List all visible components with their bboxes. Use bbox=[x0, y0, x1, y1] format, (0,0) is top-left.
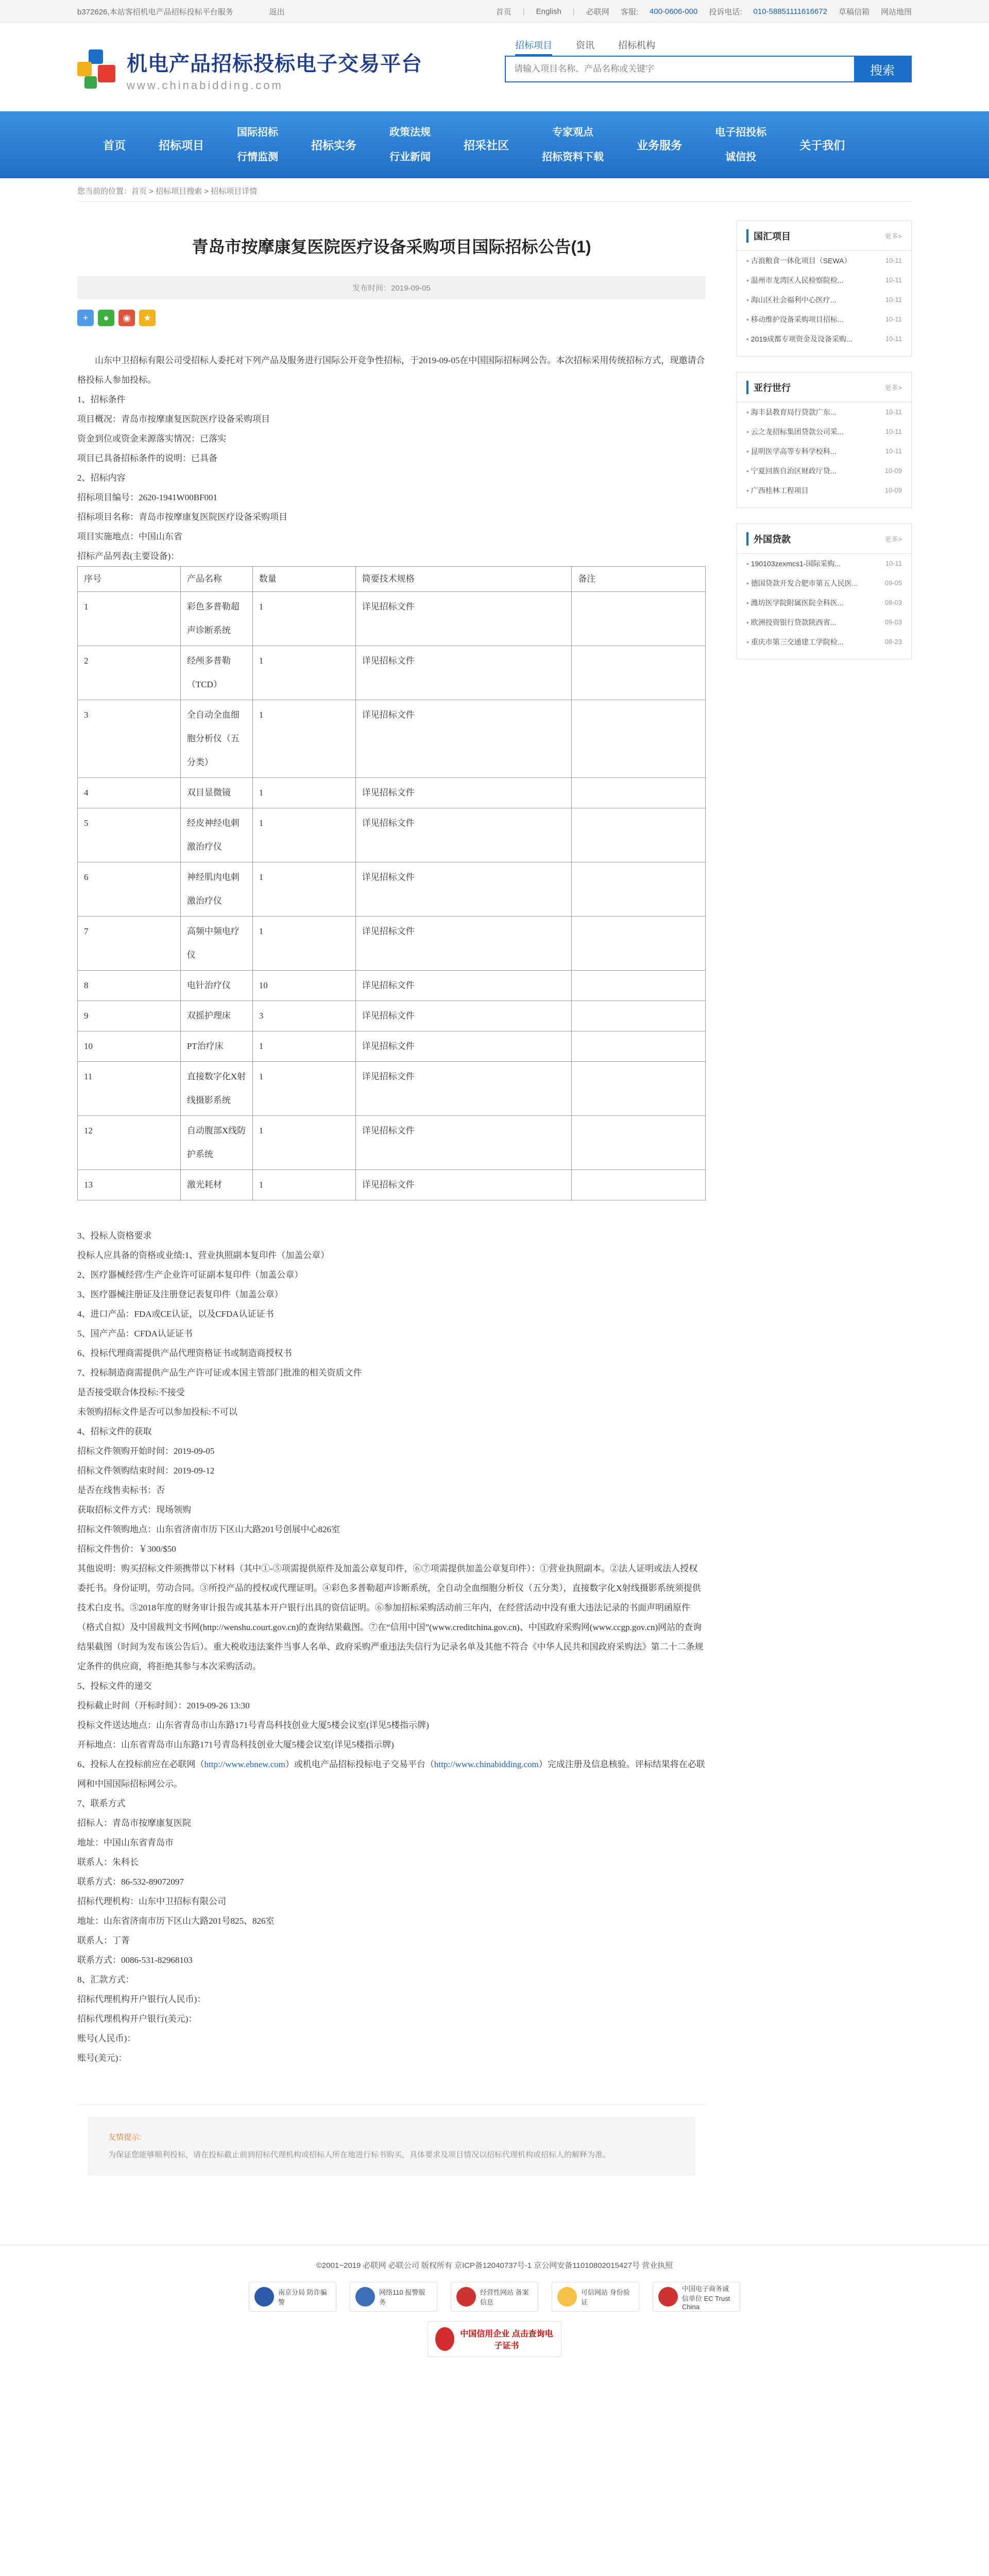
copyright: ©2001~2019 必联网 必联公司 版权所有 京ICP备12040737号-1 京公网安备11010802015427号 营业执照 bbox=[316, 2261, 673, 2270]
list-item-text: • 广西桂林工程项目 bbox=[746, 481, 870, 500]
table-cell: 10 bbox=[78, 1031, 181, 1062]
table-row bbox=[78, 917, 706, 971]
badge-label: 经营性网站 备案信息 bbox=[480, 2289, 529, 2306]
nav-item-intl bbox=[220, 120, 295, 170]
list-item-text: • 德国贷款开发合肥市第五人民医... bbox=[746, 573, 870, 593]
table-cell bbox=[572, 917, 706, 971]
table-cell: 10 bbox=[252, 971, 355, 1001]
text-line: 6、投标代理商需提供产品代理资格证书或制造商授权书 bbox=[77, 1348, 292, 1358]
list-item-text: • 190103zexmcs1-国际采购... bbox=[746, 554, 870, 573]
list-item-text: • 古浪粮食一体化项目（SEWA） bbox=[746, 251, 870, 270]
table-cell: 9 bbox=[78, 1001, 181, 1031]
topbar-back-link[interactable]: 返出 bbox=[269, 7, 285, 16]
registration-note bbox=[77, 1755, 706, 1794]
table-cell: 8 bbox=[78, 971, 181, 1001]
publish-meta: 发布时间：2019-09-05 bbox=[77, 276, 706, 299]
badge-icon bbox=[557, 2287, 577, 2307]
text-line: 项目概况：青岛市按摩康复医院医疗设备采购项目 bbox=[77, 414, 270, 424]
table-cell bbox=[572, 700, 706, 778]
section-heading: 2、招标内容 bbox=[77, 473, 126, 483]
sidebar-box bbox=[737, 372, 912, 508]
table-row bbox=[78, 646, 706, 700]
table-cell: 详见招标文件 bbox=[355, 808, 572, 862]
table-cell: 详见招标文件 bbox=[355, 862, 572, 917]
table-cell: 1 bbox=[252, 917, 355, 971]
breadcrumb: 您当前的位置：首页 > 招标项目搜索 > 招标项目详情 bbox=[77, 185, 912, 202]
search-area bbox=[505, 38, 912, 82]
list-item-date: 08-23 bbox=[884, 638, 902, 646]
list-item-text: • 重庆市第三交通建工学院检... bbox=[746, 632, 870, 652]
topbar-link-ebnew[interactable]: 必联网 bbox=[586, 7, 609, 16]
text-line: 是否在线售卖标书：否 bbox=[77, 1485, 165, 1495]
search-input[interactable] bbox=[506, 57, 854, 81]
hotline-label: 客服: bbox=[620, 7, 638, 16]
topbar-notice: b372626,本站客招机电产品招标投标平台服务 bbox=[77, 7, 233, 16]
list-item-date: 10-09 bbox=[884, 467, 902, 474]
table-cell: 1 bbox=[78, 592, 181, 646]
list-item[interactable] bbox=[737, 481, 911, 500]
list-item[interactable] bbox=[737, 442, 911, 461]
list-item-date: 10-11 bbox=[885, 408, 902, 416]
logo-icon bbox=[77, 49, 118, 91]
intro-paragraph: 山东中卫招标有限公司受招标人委托对下列产品及服务进行国际公开竞争性招标，于2019-09-05在中国国际招标网公告。本次招标采用传统招标方式，现邀请合格投标人参加投标。 bbox=[77, 355, 705, 385]
list-item-date: 10-11 bbox=[885, 335, 902, 343]
table-cell: 6 bbox=[78, 862, 181, 917]
text-line: 3、医疗器械注册证及注册登记表复印件（加盖公章） bbox=[77, 1290, 283, 1299]
list-item-date: 09-05 bbox=[884, 579, 902, 587]
logo-url: www.chinabidding.com bbox=[127, 79, 283, 92]
credit-badge[interactable] bbox=[428, 2321, 561, 2357]
table-cell bbox=[572, 778, 706, 808]
table-cell: 彩色多普勒超声诊断系统 bbox=[180, 592, 252, 646]
table-cell: 高频中频电疗仪 bbox=[180, 917, 252, 971]
search-tab-agencies[interactable]: 招标机构 bbox=[618, 40, 655, 50]
list-item-text: • 潍坊医学院附属医院全科医... bbox=[746, 593, 870, 613]
badge-label: 中国电子商务诚信单位 EC Trust China bbox=[682, 2284, 730, 2311]
list-item-text: • 2019成都专项资金及设备采购... bbox=[746, 329, 870, 349]
share-qzone-icon[interactable]: ★ bbox=[139, 310, 156, 326]
table-cell: 1 bbox=[252, 862, 355, 917]
share-bar bbox=[77, 310, 706, 326]
sidebar-box bbox=[737, 523, 912, 659]
list-item[interactable] bbox=[737, 632, 911, 652]
list-item-date: 10-09 bbox=[884, 486, 902, 494]
table-cell bbox=[572, 1001, 706, 1031]
ebnew-link[interactable]: http://www.ebnew.com bbox=[204, 1759, 285, 1769]
nav-item-about[interactable]: 关于我们 bbox=[799, 139, 845, 152]
table-row bbox=[78, 971, 706, 1001]
table-row bbox=[78, 592, 706, 646]
list-item[interactable] bbox=[737, 554, 911, 573]
table-row bbox=[78, 1170, 706, 1200]
nav-item-experts bbox=[525, 120, 620, 170]
list-item-text: • 移动维护设备采购项目招标... bbox=[746, 310, 870, 329]
chinabidding-link[interactable]: http://www.chinabidding.com bbox=[434, 1759, 539, 1769]
friendly-notice bbox=[77, 2104, 706, 2188]
credit-label: 中国信用企业 点击查询电子证书 bbox=[460, 2330, 553, 2350]
list-item[interactable] bbox=[737, 270, 911, 290]
text-line: 招标人：青岛市按摩康复医院 bbox=[77, 1818, 191, 1828]
list-item-text: • 海丰县教育局行贷款广东... bbox=[746, 402, 870, 422]
table-row bbox=[78, 1062, 706, 1116]
more-link[interactable]: 更多> bbox=[884, 535, 902, 543]
article bbox=[77, 221, 706, 2188]
list-item-date: 10-11 bbox=[885, 315, 902, 323]
list-item-text: • 温州市龙湾区人民检察院检... bbox=[746, 270, 870, 290]
text-line: 招标文件领购结束时间：2019-09-12 bbox=[77, 1466, 215, 1476]
search-tab-news[interactable]: 资讯 bbox=[576, 40, 594, 50]
text-line: 未领购招标文件是否可以参加投标:不可以 bbox=[77, 1407, 237, 1417]
text-fragment: ）完成注册及信息核验。评标结果将在必联网和中国国际招标网公示。 bbox=[77, 1759, 705, 1789]
table-cell: 详见招标文件 bbox=[355, 1170, 572, 1200]
table-cell: PT治疗床 bbox=[180, 1031, 252, 1062]
table-cell bbox=[572, 646, 706, 700]
table-row bbox=[78, 778, 706, 808]
table-cell: 1 bbox=[252, 808, 355, 862]
table-cell: 13 bbox=[78, 1170, 181, 1200]
nav-item-ebid-top[interactable]: 电子招投标 bbox=[715, 127, 767, 138]
table-cell bbox=[572, 1116, 706, 1170]
text-line: 5、国产产品：CFDA认证证书 bbox=[77, 1329, 193, 1338]
table-cell: 详见招标文件 bbox=[355, 700, 572, 778]
table-cell: 1 bbox=[252, 1062, 355, 1116]
table-cell: 3 bbox=[252, 1001, 355, 1031]
complaint-number: 010-58851111616672 bbox=[753, 7, 827, 16]
table-cell: 1 bbox=[252, 1170, 355, 1200]
table-cell: 1 bbox=[252, 778, 355, 808]
table-cell: 1 bbox=[252, 646, 355, 700]
table-cell: 11 bbox=[78, 1062, 181, 1116]
share-plus-icon[interactable]: + bbox=[77, 310, 94, 326]
table-cell: 经颅多普勒（TCD） bbox=[180, 646, 252, 700]
nav-item-ebid-bottom[interactable]: 诚信投 bbox=[725, 151, 757, 163]
section-heading: 7、联系方式 bbox=[77, 1799, 126, 1808]
text-line: 资金到位或资金来源落实情况：已落实 bbox=[77, 434, 226, 444]
table-cell: 详见招标文件 bbox=[355, 1062, 572, 1116]
text-line: 招标文件售价：￥300/$50 bbox=[77, 1544, 176, 1554]
list-item-text: • 昆明医学高等专科学校科... bbox=[746, 442, 870, 461]
list-item-date: 09-03 bbox=[884, 618, 902, 626]
other-notes: 其他说明：购买招标文件须携带以下材料（其中①-⑤项需提供原件及加盖公章复印件，⑥⑦项需提供加盖公章复印件）：①营业执照副本。②法人证明或法人授权委托书。身份证明，劳动合同。③所投产品的授权或代理证明。④彩色多普勒超声诊断系统，全自动全血细胞分析仪（五分类），直接数字化X射线摄影系统须提供技术白皮书。⑤2018年度的财务审计报告或其基本开户银行出具的资信证明。⑥参加招标采购活动前三年内，在经营活动中没有重大违法记录的书面声明函原件（格式自拟）及中国裁判文书网(http://wenshu.court.gov.cn)的查询结果截图。⑦在“信用中国”(www.creditchina.gov.cn)、中国政府采购网(www.ccgp.gov.cn)网站的查询结果截图（时间为发布该公告后）。重大税收违法案件当事人名单、政府采购严重违法失信行为记录名单及其他不符合《中华人民共和国政府采购法》第二十二条规定条件的供应商，将拒绝其参与本次采购活动。 bbox=[77, 1564, 704, 1671]
text-line: 账号(美元)： bbox=[77, 2053, 127, 2063]
list-item[interactable] bbox=[737, 310, 911, 329]
sidebar-box-title: 国汇项目 bbox=[746, 229, 791, 243]
text-line: 联系方式：0086-531-82968103 bbox=[77, 1955, 193, 1965]
table-cell: 自动腹部X线防护系统 bbox=[180, 1116, 252, 1170]
text-fragment: ）或机电产品招标投标电子交易平台（ bbox=[285, 1759, 434, 1769]
table-row bbox=[78, 808, 706, 862]
text-line: 招标项目编号：2620-1941W00BF001 bbox=[77, 493, 217, 502]
nav-item-practice[interactable]: 招标实务 bbox=[311, 139, 357, 152]
list-item[interactable] bbox=[737, 251, 911, 270]
section-heading: 1、招标条件 bbox=[77, 395, 126, 404]
section-heading: 4、招标文件的获取 bbox=[77, 1427, 152, 1436]
table-cell: 详见招标文件 bbox=[355, 917, 572, 971]
text-line: 招标产品列表(主要设备)： bbox=[77, 551, 180, 561]
table-cell: 全自动全血细胞分析仪（五分类） bbox=[180, 700, 252, 778]
main-nav bbox=[0, 111, 989, 178]
site-header bbox=[0, 23, 989, 111]
table-header: 序号 bbox=[78, 567, 181, 592]
text-line: 7、投标制造商需提供产品生产许可证或本国主管部门批准的相关资质文件 bbox=[77, 1368, 362, 1378]
topbar-link-sitemap[interactable]: 网站地图 bbox=[880, 7, 912, 16]
list-item-text: • 云之龙招标集团贷款公司采... bbox=[746, 422, 870, 442]
list-item-date: 10-11 bbox=[885, 276, 902, 284]
list-item[interactable] bbox=[737, 402, 911, 422]
table-row bbox=[78, 1116, 706, 1170]
table-cell bbox=[572, 971, 706, 1001]
table-row bbox=[78, 1031, 706, 1062]
nav-item-projects[interactable]: 招标项目 bbox=[159, 139, 204, 152]
trust-badge[interactable] bbox=[552, 2282, 639, 2312]
share-wechat-icon[interactable]: ● bbox=[98, 310, 114, 326]
badge-icon bbox=[355, 2287, 375, 2307]
text-line: 联系人：朱科长 bbox=[77, 1857, 139, 1867]
table-cell: 3 bbox=[78, 700, 181, 778]
nav-item-experts-top[interactable]: 专家观点 bbox=[552, 127, 594, 138]
sidebar bbox=[737, 221, 912, 2188]
badge-icon bbox=[658, 2287, 678, 2307]
table-header: 简要技术规格 bbox=[355, 567, 572, 592]
search-tab-projects[interactable]: 招标项目 bbox=[515, 38, 552, 56]
text-line: 招标代理机构开户银行(美元)： bbox=[77, 2014, 197, 2024]
list-item[interactable] bbox=[737, 593, 911, 613]
text-line: 账号(人民币)： bbox=[77, 2033, 136, 2043]
list-item-text: • 宁夏回族自治区财政厅贷... bbox=[746, 461, 870, 481]
share-weibo-icon[interactable]: ◉ bbox=[118, 310, 135, 326]
notice-title: 友情提示: bbox=[108, 2133, 142, 2142]
list-item-date: 09-03 bbox=[884, 599, 902, 606]
list-item-date: 10-11 bbox=[885, 447, 902, 455]
more-link[interactable]: 更多> bbox=[884, 232, 902, 240]
text-line: 是否接受联合体投标:不接受 bbox=[77, 1387, 185, 1397]
table-cell bbox=[572, 592, 706, 646]
topbar-link-english[interactable]: English bbox=[536, 7, 561, 16]
hotline-number: 400-0606-000 bbox=[649, 7, 698, 16]
nav-item-policy-top[interactable]: 政策法规 bbox=[389, 127, 431, 138]
list-item[interactable] bbox=[737, 573, 911, 593]
logo-title: 机电产品招标投标电子交易平台 bbox=[127, 53, 422, 75]
table-cell: 详见招标文件 bbox=[355, 1116, 572, 1170]
nav-item-policy bbox=[373, 120, 447, 170]
trust-badge[interactable] bbox=[249, 2282, 336, 2312]
table-cell bbox=[572, 808, 706, 862]
table-cell: 经皮神经电刺激治疗仪 bbox=[180, 808, 252, 862]
table-cell: 1 bbox=[252, 1031, 355, 1062]
separator: | bbox=[522, 7, 525, 16]
table-cell: 电针治疗仪 bbox=[180, 971, 252, 1001]
site-logo[interactable] bbox=[77, 47, 422, 92]
list-item[interactable] bbox=[737, 613, 911, 632]
table-cell: 详见招标文件 bbox=[355, 778, 572, 808]
list-item-date: 10-11 bbox=[885, 428, 902, 435]
text-line: 招标文件领购开始时间：2019-09-05 bbox=[77, 1446, 215, 1456]
list-item[interactable] bbox=[737, 422, 911, 442]
table-cell: 1 bbox=[252, 1116, 355, 1170]
separator: | bbox=[572, 7, 575, 16]
table-cell: 神经肌肉电刺激治疗仪 bbox=[180, 862, 252, 917]
trust-badge[interactable] bbox=[451, 2282, 538, 2312]
table-cell bbox=[572, 1062, 706, 1116]
list-item[interactable] bbox=[737, 329, 911, 349]
trust-badges bbox=[0, 2282, 989, 2312]
table-row bbox=[78, 1001, 706, 1031]
table-header: 数量 bbox=[252, 567, 355, 592]
table-cell: 详见招标文件 bbox=[355, 1001, 572, 1031]
text-line: 招标代理机构：山东中卫招标有限公司 bbox=[77, 1896, 226, 1906]
text-line: 2、医疗器械经营/生产企业许可证副本复印件（加盖公章） bbox=[77, 1270, 303, 1280]
sidebar-box-title: 亚行世行 bbox=[746, 381, 791, 394]
sidebar-box bbox=[737, 221, 912, 357]
text-line: 投标截止时间（开标时间）：2019-09-26 13:30 bbox=[77, 1701, 250, 1710]
table-cell: 1 bbox=[252, 700, 355, 778]
table-cell: 详见招标文件 bbox=[355, 971, 572, 1001]
table-cell: 1 bbox=[252, 592, 355, 646]
credit-icon bbox=[435, 2327, 454, 2351]
badge-label: 可信网站 身份验证 bbox=[581, 2289, 630, 2306]
topbar-link-fav[interactable]: 草稿信箱 bbox=[838, 7, 869, 16]
list-item-date: 10-11 bbox=[885, 560, 902, 567]
list-item-text: • 海山区社会福利中心医疗... bbox=[746, 290, 870, 310]
table-cell bbox=[572, 1031, 706, 1062]
site-footer bbox=[0, 2245, 989, 2388]
nav-item-ebid bbox=[698, 120, 783, 170]
text-line: 招标文件领购地点：山东省济南市历下区山大路201号创展中心826室 bbox=[77, 1524, 340, 1534]
notice-text: 为保证您能够顺利投标，请在投标截止前到招标代理机构或招标人所在地进行标书购买，具体要求及项目情况以招标代理机构或招标人的解释为准。 bbox=[108, 2150, 611, 2159]
page-title: 青岛市按摩康复医院医疗设备采购项目国际招标公告(1) bbox=[192, 238, 591, 256]
table-row bbox=[78, 862, 706, 917]
text-line: 投标人应具备的资格或业绩:1、营业执照副本复印件（加盖公章） bbox=[77, 1250, 330, 1260]
nav-item-policy-bottom[interactable]: 行业新闻 bbox=[389, 151, 431, 163]
table-cell: 5 bbox=[78, 808, 181, 862]
table-cell bbox=[572, 1170, 706, 1200]
badge-icon bbox=[254, 2287, 274, 2307]
text-line: 联系人：丁菁 bbox=[77, 1936, 130, 1945]
more-link[interactable]: 更多> bbox=[884, 384, 902, 392]
badge-icon bbox=[456, 2287, 476, 2307]
table-cell: 4 bbox=[78, 778, 181, 808]
text-line: 联系方式：86-532-89072097 bbox=[77, 1877, 184, 1887]
table-cell: 双目显微镜 bbox=[180, 778, 252, 808]
table-header: 产品名称 bbox=[180, 567, 252, 592]
nav-item-intl-top[interactable]: 国际招标 bbox=[237, 127, 279, 138]
table-header: 备注 bbox=[572, 567, 706, 592]
badge-label: 网络110 报警服务 bbox=[379, 2289, 425, 2306]
text-line: 获取招标文件方式：现场领购 bbox=[77, 1505, 191, 1515]
trust-badge[interactable] bbox=[653, 2282, 740, 2312]
complaint-label: 投诉电话: bbox=[709, 7, 742, 16]
nav-item-community[interactable]: 招采社区 bbox=[464, 139, 509, 152]
table-cell: 详见招标文件 bbox=[355, 1031, 572, 1062]
text-line: 投标文件送达地点：山东省青岛市山东路171号青岛科技创业大厦5楼会议室(详见5楼指示牌) bbox=[77, 1720, 429, 1730]
table-row bbox=[78, 700, 706, 778]
section-heading: 5、投标文件的递交 bbox=[77, 1681, 152, 1691]
table-cell: 详见招标文件 bbox=[355, 646, 572, 700]
trust-badge[interactable] bbox=[350, 2282, 437, 2312]
top-utility-bar bbox=[0, 0, 989, 23]
section-heading: 8、汇款方式： bbox=[77, 1975, 134, 1985]
product-table bbox=[77, 566, 706, 1200]
nav-item-services[interactable]: 业务服务 bbox=[637, 139, 683, 152]
list-item[interactable] bbox=[737, 290, 911, 310]
search-button[interactable]: 搜索 bbox=[854, 57, 911, 81]
badge-label: 南京分局 防诈骗警 bbox=[278, 2289, 327, 2306]
list-item[interactable] bbox=[737, 461, 911, 481]
table-cell: 7 bbox=[78, 917, 181, 971]
table-cell: 详见招标文件 bbox=[355, 592, 572, 646]
topbar-link-home[interactable]: 首页 bbox=[496, 7, 511, 16]
section-heading: 3、投标人资格要求 bbox=[77, 1231, 152, 1241]
text-line: 地址：中国山东省青岛市 bbox=[77, 1838, 174, 1848]
table-cell bbox=[572, 862, 706, 917]
list-item-date: 10-11 bbox=[885, 296, 902, 303]
table-cell: 双摇护理床 bbox=[180, 1001, 252, 1031]
text-fragment: 6、投标人在投标前应在必联网（ bbox=[77, 1759, 204, 1769]
table-cell: 2 bbox=[78, 646, 181, 700]
nav-item-home[interactable]: 首页 bbox=[103, 139, 126, 152]
nav-item-intl-bottom[interactable]: 行情监测 bbox=[237, 151, 279, 163]
text-line: 开标地点：山东省青岛市山东路171号青岛科技创业大厦5楼会议室(详见5楼指示牌) bbox=[77, 1740, 394, 1750]
text-line: 地址：山东省济南市历下区山大路201号825、826室 bbox=[77, 1916, 275, 1926]
text-line: 招标代理机构开户银行(人民币)： bbox=[77, 1994, 206, 2004]
table-cell: 直接数字化X射线摄影系统 bbox=[180, 1062, 252, 1116]
text-line: 4、进口产品：FDA或CE认证，以及CFDA认证证书 bbox=[77, 1309, 274, 1319]
text-line: 项目实施地点：中国山东省 bbox=[77, 532, 182, 541]
table-cell: 激光耗材 bbox=[180, 1170, 252, 1200]
list-item-date: 10-11 bbox=[885, 257, 902, 264]
nav-item-experts-bottom[interactable]: 招标资料下载 bbox=[542, 151, 604, 163]
text-line: 招标项目名称：青岛市按摩康复医院医疗设备采购项目 bbox=[77, 512, 287, 522]
list-item-text: • 欧洲投资银行贷款陕西省... bbox=[746, 613, 870, 632]
sidebar-box-title: 外国贷款 bbox=[746, 532, 791, 546]
text-line: 项目已具备招标条件的说明：已具备 bbox=[77, 453, 217, 463]
table-cell: 12 bbox=[78, 1116, 181, 1170]
